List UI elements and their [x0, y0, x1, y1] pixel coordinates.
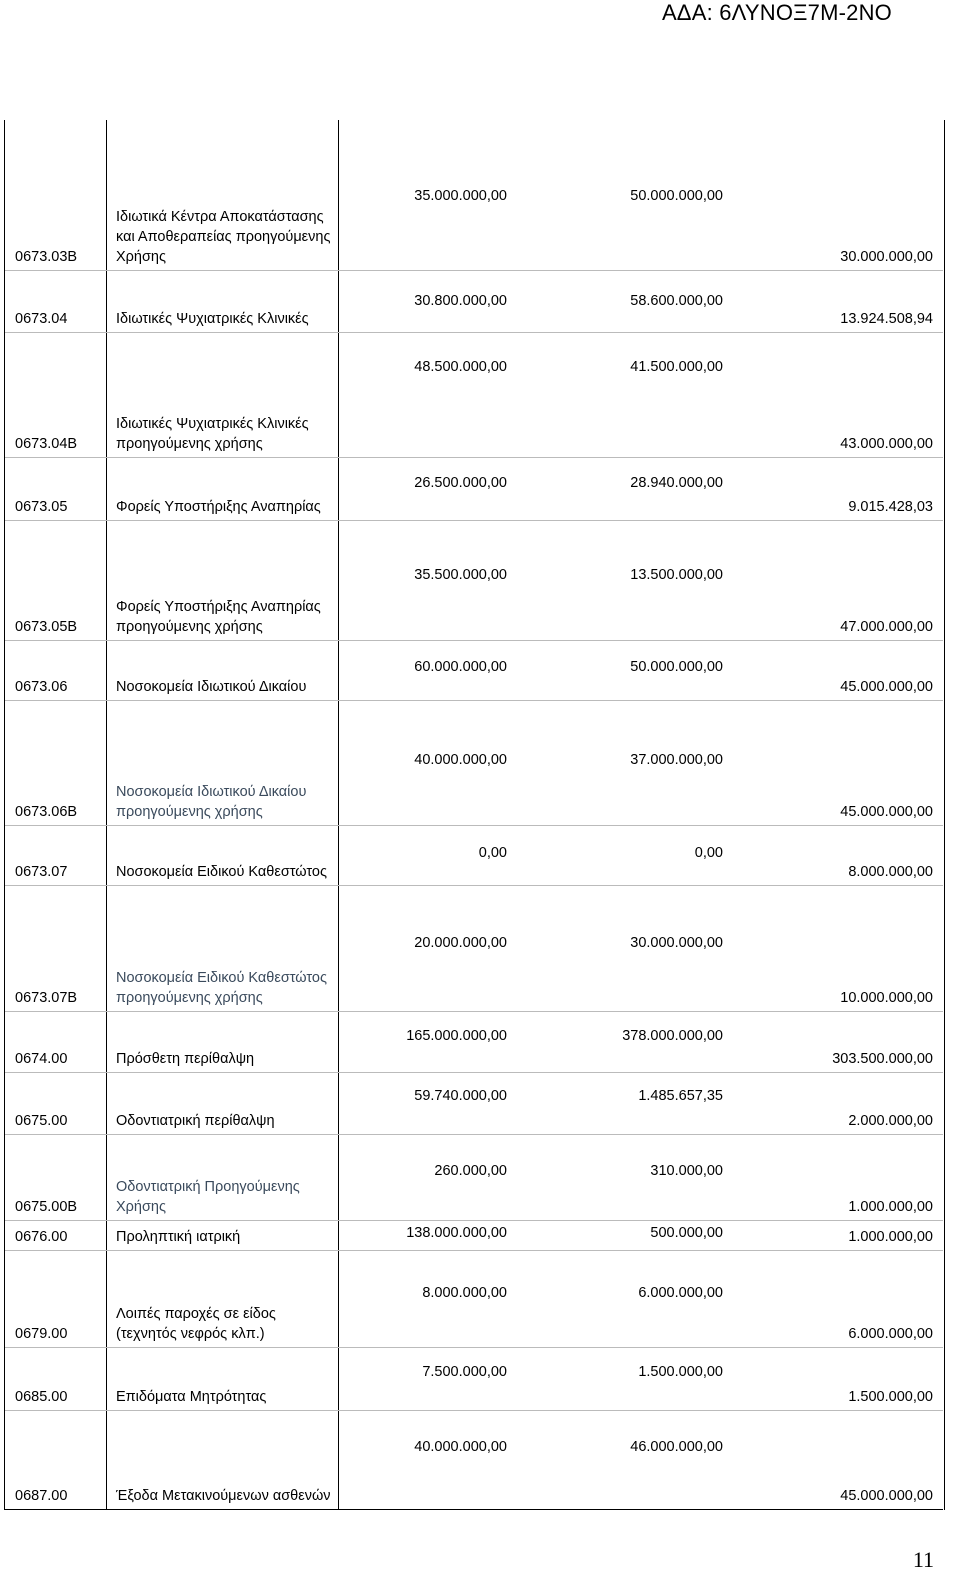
row-description: Προληπτική ιατρική	[116, 1229, 241, 1245]
table-row	[5, 886, 943, 1012]
row-value-a: 59.740.000,00	[414, 1088, 507, 1104]
row-value-b: 30.000.000,00	[630, 935, 723, 951]
row-value-b: 28.940.000,00	[630, 475, 723, 491]
row-value-c: 47.000.000,00	[840, 619, 933, 635]
row-code: 0673.07Β	[15, 990, 78, 1006]
table-row	[5, 641, 943, 701]
page-number: 11	[912, 1547, 934, 1572]
row-value-a: 165.000.000,00	[406, 1028, 507, 1044]
row-value-a: 138.000.000,00	[406, 1225, 507, 1241]
row-value-c: 6.000.000,00	[848, 1326, 933, 1342]
row-value-a: 40.000.000,00	[414, 1439, 507, 1455]
row-value-b: 6.000.000,00	[638, 1285, 723, 1301]
table-row	[5, 1012, 943, 1073]
row-value-b: 41.500.000,00	[630, 359, 723, 375]
row-value-a: 26.500.000,00	[414, 475, 507, 491]
table-row	[5, 458, 943, 521]
table-row	[5, 1348, 943, 1411]
row-value-b: 378.000.000,00	[622, 1028, 723, 1044]
row-value-a: 7.500.000,00	[422, 1364, 507, 1380]
table-row	[5, 521, 943, 641]
row-code: 0673.07	[15, 864, 68, 880]
row-value-c: 45.000.000,00	[840, 679, 933, 695]
row-description: Νοσοκομεία Ιδιωτικού Δικαίου προηγούμενης χρήσης	[116, 784, 307, 820]
table-row	[5, 701, 943, 826]
row-value-c: 1.500.000,00	[848, 1389, 933, 1405]
row-value-b: 50.000.000,00	[630, 659, 723, 675]
row-value-b: 0,00	[694, 845, 723, 861]
table-row	[5, 1251, 943, 1348]
row-value-b: 58.600.000,00	[630, 293, 723, 309]
row-description: Νοσοκομεία Ειδικού Καθεστώτος προηγούμενης χρήσης	[116, 970, 327, 1006]
row-value-c: 303.500.000,00	[832, 1051, 933, 1067]
row-value-a: 30.800.000,00	[414, 293, 507, 309]
row-value-c: 45.000.000,00	[840, 804, 933, 820]
row-description: Λοιπές παροχές σε είδος (τεχνητός νεφρός κλπ.)	[116, 1306, 276, 1342]
row-value-a: 60.000.000,00	[414, 659, 507, 675]
table-row	[5, 1221, 943, 1251]
row-code: 0675.00Β	[15, 1199, 78, 1215]
row-code: 0675.00	[15, 1113, 68, 1129]
row-code: 0673.03Β	[15, 249, 78, 265]
ada-header: ΑΔΑ: 6ΛΥΝΟΞ7Μ-2ΝΟ	[661, 0, 892, 25]
row-value-b: 1.500.000,00	[638, 1364, 723, 1380]
row-value-a: 35.000.000,00	[414, 188, 507, 204]
row-description: Επιδόματα Μητρότητας	[116, 1389, 267, 1405]
row-value-a: 20.000.000,00	[414, 935, 507, 951]
row-code: 0679.00	[15, 1326, 68, 1342]
row-description: Οδοντιατρική Προηγούμενης Χρήσης	[116, 1179, 300, 1215]
row-description: Ιδιωτικά Κέντρα Αποκατάστασης και Αποθεραπείας προηγούμενης Χρήσης	[116, 209, 331, 265]
row-value-c: 1.000.000,00	[848, 1199, 933, 1215]
row-value-b: 13.500.000,00	[630, 567, 723, 583]
row-description: Έξοδα Μετακινούμενων ασθενών	[116, 1488, 331, 1504]
row-value-b: 37.000.000,00	[630, 752, 723, 768]
row-value-b: 1.485.657,35	[638, 1088, 723, 1104]
row-value-c: 30.000.000,00	[840, 249, 933, 265]
row-value-b: 50.000.000,00	[630, 188, 723, 204]
row-description: Οδοντιατρική περίθαλψη	[116, 1113, 275, 1129]
row-value-a: 260.000,00	[434, 1163, 507, 1179]
row-value-c: 13.924.508,94	[840, 311, 933, 327]
row-description: Ιδιωτικές Ψυχιατρικές Κλινικές	[116, 311, 309, 327]
row-value-c: 1.000.000,00	[848, 1229, 933, 1245]
row-value-a: 8.000.000,00	[422, 1285, 507, 1301]
row-value-c: 9.015.428,03	[848, 499, 933, 515]
row-code: 0673.05	[15, 499, 68, 515]
row-code: 0685.00	[15, 1389, 68, 1405]
row-code: 0673.04	[15, 311, 68, 327]
row-value-a: 0,00	[478, 845, 507, 861]
table-row	[5, 271, 943, 333]
table-row	[5, 120, 943, 271]
row-description: Νοσοκομεία Ιδιωτικού Δικαίου	[116, 679, 307, 695]
table-row	[5, 1411, 943, 1510]
row-description: Φορείς Υποστήριξης Αναπηρίας	[116, 499, 321, 515]
row-code: 0673.06Β	[15, 804, 78, 820]
row-code: 0673.06	[15, 679, 68, 695]
table-row	[5, 1135, 943, 1221]
row-code: 0687.00	[15, 1488, 68, 1504]
row-value-c: 45.000.000,00	[840, 1488, 933, 1504]
row-value-c: 8.000.000,00	[848, 864, 933, 880]
row-value-b: 46.000.000,00	[630, 1439, 723, 1455]
table-row	[5, 826, 943, 886]
row-value-b: 500.000,00	[650, 1225, 723, 1241]
row-code: 0676.00	[15, 1229, 68, 1245]
row-value-c: 43.000.000,00	[840, 436, 933, 452]
row-value-c: 2.000.000,00	[848, 1113, 933, 1129]
row-description: Νοσοκομεία Ειδικού Καθεστώτος	[116, 864, 327, 880]
table-row	[5, 333, 943, 458]
row-description: Πρόσθετη περίθαλψη	[116, 1051, 255, 1067]
table-row	[5, 1073, 943, 1135]
row-value-a: 48.500.000,00	[414, 359, 507, 375]
row-value-a: 35.500.000,00	[414, 567, 507, 583]
row-code: 0673.05Β	[15, 619, 78, 635]
row-value-a: 40.000.000,00	[414, 752, 507, 768]
row-description: Ιδιωτικές Ψυχιατρικές Κλινικές προηγούμενης χρήσης	[116, 416, 309, 452]
row-description: Φορείς Υποστήριξης Αναπηρίας προηγούμενης χρήσης	[116, 599, 321, 635]
row-value-c: 10.000.000,00	[840, 990, 933, 1006]
table-border-right	[944, 120, 945, 1510]
row-value-b: 310.000,00	[650, 1163, 723, 1179]
row-code: 0674.00	[15, 1051, 68, 1067]
row-code: 0673.04Β	[15, 436, 78, 452]
